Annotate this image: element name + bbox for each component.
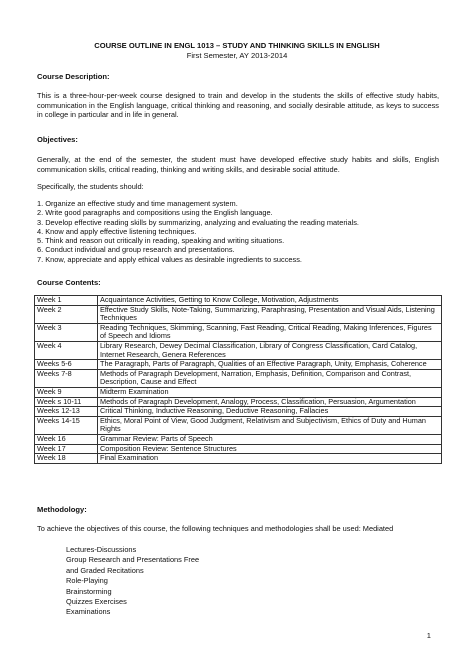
week-cell: Weeks 7-8 bbox=[35, 369, 98, 387]
document-title: COURSE OUTLINE IN ENGL 1013 – STUDY AND THINKING SKILLS IN ENGLISH bbox=[94, 41, 380, 50]
methodology-item: and Graded Recitations bbox=[66, 565, 144, 575]
course-contents-heading: Course Contents: bbox=[37, 278, 101, 287]
table-row bbox=[35, 444, 442, 454]
topic-cell: Acquaintance Activities, Getting to Know College, Motivation, Adjustments bbox=[98, 296, 442, 306]
course-description-text: This is a three-hour-per-week course designed to train and develop in the students the skills of effective study habits, communication in the English language, critical thinking and reasoning, and socially desirable attitude, as keys to success in college in particular and in life in general. bbox=[37, 91, 439, 120]
methodology-list bbox=[66, 545, 199, 618]
objective-item: 5. Think and reason out critically in reading, speaking and writing situations. bbox=[37, 236, 285, 246]
table-row bbox=[35, 416, 442, 434]
week-cell: Week s 10-11 bbox=[35, 397, 98, 407]
methodology-item: Role-Playing bbox=[66, 576, 108, 586]
topic-cell: Composition Review: Sentence Structures bbox=[98, 444, 442, 454]
week-cell: Week 1 bbox=[35, 296, 98, 306]
week-cell: Week 3 bbox=[35, 323, 98, 341]
objective-item: 6. Conduct individual and group research and presentations. bbox=[37, 245, 235, 255]
week-cell: Weeks 14-15 bbox=[35, 416, 98, 434]
week-cell: Week 2 bbox=[35, 305, 98, 323]
objective-item: 7. Know, appreciate and apply ethical values as desirable ingredients to success. bbox=[37, 254, 302, 264]
methodology-item: Brainstorming bbox=[66, 586, 112, 596]
topic-cell: Ethics, Moral Point of View, Good Judgment, Relativism and Subjectivism, Ethics of Duty and Human Rights bbox=[98, 416, 442, 434]
week-cell: Week 4 bbox=[35, 341, 98, 359]
page-number: 1 bbox=[426, 631, 431, 640]
topic-cell: Critical Thinking, Inductive Reasoning, Deductive Reasoning, Fallacies bbox=[98, 407, 442, 417]
table-row bbox=[35, 407, 442, 417]
table-row bbox=[35, 454, 442, 464]
week-cell: Week 16 bbox=[35, 434, 98, 444]
week-cell: Week 18 bbox=[35, 454, 98, 464]
methodology-item: Examinations bbox=[66, 607, 111, 617]
table-row bbox=[35, 369, 442, 387]
table-row bbox=[35, 305, 442, 323]
topic-cell: Methods of Paragraph Development, Analogy, Process, Classification, Persuasion, Argumentation bbox=[98, 397, 442, 407]
methodology-intro: To achieve the objectives of this course, the following techniques and methodologies shall be used: Mediated bbox=[37, 524, 394, 533]
table-row bbox=[35, 341, 442, 359]
objective-item: 4. Know and apply effective listening techniques. bbox=[37, 226, 197, 236]
topic-cell: Reading Techniques, Skimming, Scanning, Fast Reading, Critical Reading, Making Inferences, Figures of Speech and Idioms bbox=[98, 323, 442, 341]
course-description-heading: Course Description: bbox=[37, 72, 110, 81]
objectives-general-text: Generally, at the end of the semester, the student must have developed effective study habits and skills, English communication skills, critical reading, thinking and writing skills, and desirable social attitude. bbox=[37, 155, 439, 174]
objective-item: 2. Write good paragraphs and compositions using the English language. bbox=[37, 208, 273, 218]
objective-item: 3. Develop effective reading skills by summarizing, analyzing and evaluating the reading materials. bbox=[37, 217, 359, 227]
topic-cell: The Paragraph, Parts of Paragraph, Qualities of an Effective Paragraph, Unity, Emphasis, Coherence bbox=[98, 360, 442, 370]
week-cell: Weeks 12-13 bbox=[35, 407, 98, 417]
topic-cell: Grammar Review: Parts of Speech bbox=[98, 434, 442, 444]
topic-cell: Methods of Paragraph Development, Narration, Emphasis, Definition, Comparison and Contrast, Description, Cause and Effect bbox=[98, 369, 442, 387]
table-row bbox=[35, 387, 442, 397]
table-row bbox=[35, 296, 442, 306]
objectives-specific-intro: Specifically, the students should: bbox=[37, 182, 144, 191]
objectives-list bbox=[37, 199, 359, 264]
week-cell: Week 17 bbox=[35, 444, 98, 454]
methodology-item: Quizzes Exercises bbox=[66, 597, 127, 607]
course-contents-table bbox=[34, 295, 442, 464]
objectives-heading: Objectives: bbox=[37, 135, 78, 144]
document-subtitle: First Semester, AY 2013-2014 bbox=[186, 51, 288, 60]
topic-cell: Effective Study Skills, Note-Taking, Summarizing, Paraphrasing, Presentation and Visual Aids, Listening Techniques bbox=[98, 305, 442, 323]
topic-cell: Final Examination bbox=[98, 454, 442, 464]
objective-item: 1. Organize an effective study and time management system. bbox=[37, 199, 238, 208]
table-row bbox=[35, 323, 442, 341]
topic-cell: Midterm Examination bbox=[98, 387, 442, 397]
week-cell: Weeks 5-6 bbox=[35, 360, 98, 370]
methodology-heading: Methodology: bbox=[37, 505, 87, 514]
table-row bbox=[35, 434, 442, 444]
week-cell: Week 9 bbox=[35, 387, 98, 397]
topic-cell: Library Research, Dewey Decimal Classification, Library of Congress Classification, Card Catalog, Internet Research, Genera References bbox=[98, 341, 442, 359]
methodology-item: Group Research and Presentations Free bbox=[66, 555, 200, 565]
table-row bbox=[35, 360, 442, 370]
methodology-item: Lectures-Discussions bbox=[66, 545, 137, 554]
